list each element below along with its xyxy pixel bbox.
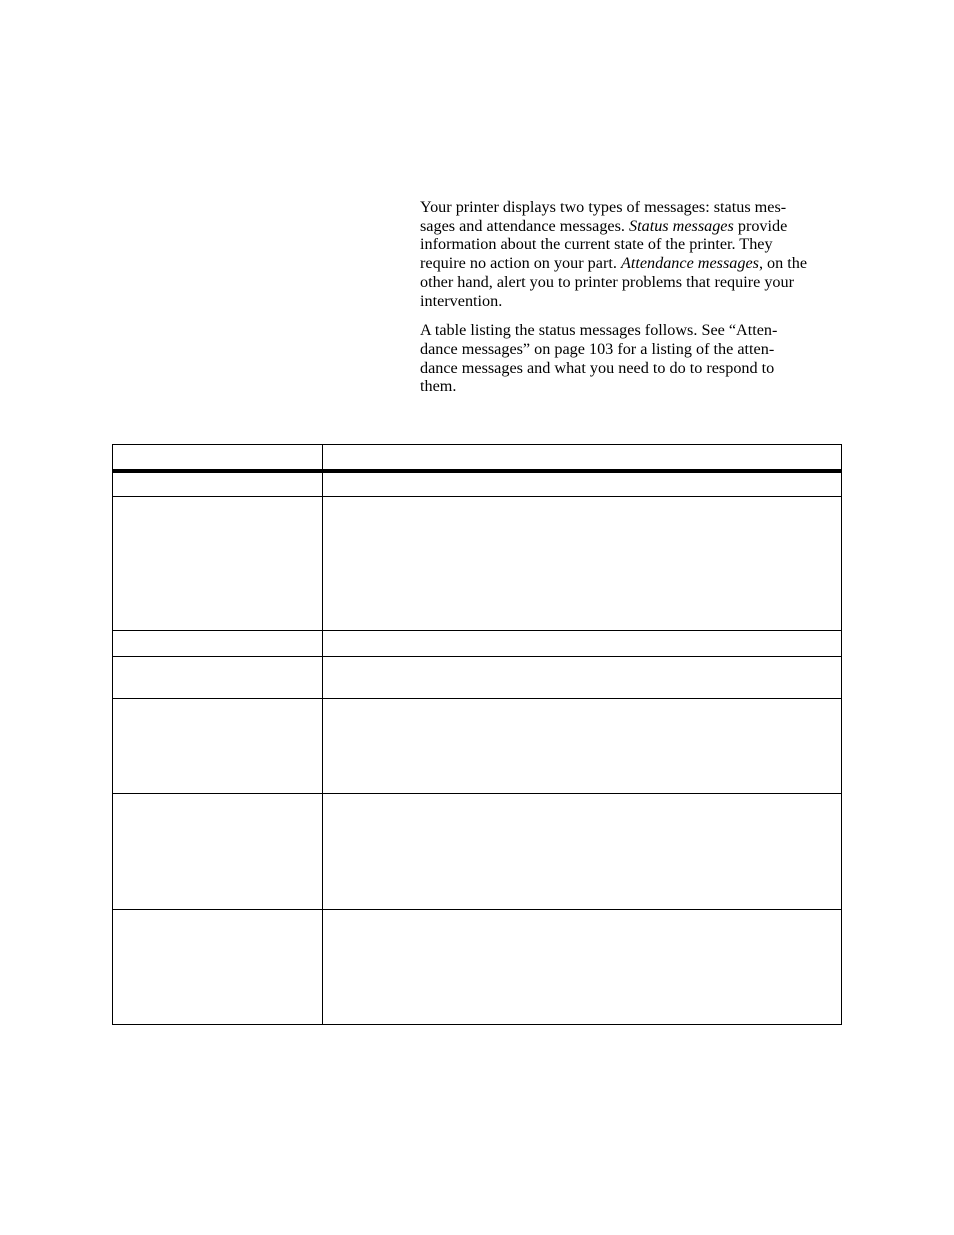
- message-cell: [113, 699, 323, 794]
- intro-p1-line-4-end: , on the: [758, 254, 808, 273]
- meaning-cell: [323, 471, 842, 497]
- intro-p1-line-6: intervention.: [420, 291, 503, 310]
- intro-p2-line-2: dance messages” on page 103 for a listing of the atten-: [420, 339, 775, 358]
- intro-p1-line-2-start: sages and attendance messages.: [420, 216, 630, 235]
- intro-p1-line-2-end: provide: [733, 216, 788, 235]
- intro-p1-line-5: other hand, alert you to printer problems that require your: [420, 272, 794, 291]
- intro-p2-line-4: them.: [420, 377, 457, 396]
- intro-p1-line-4-start: require no action on your part.: [420, 254, 621, 273]
- intro-p2-line-1: A table listing the status messages follows. See “Atten-: [420, 321, 778, 340]
- table-row: [113, 794, 842, 910]
- intro-text: [420, 198, 840, 407]
- header-cell-meaning: [323, 445, 842, 471]
- message-cell: [113, 497, 323, 631]
- meaning-cell: [323, 794, 842, 910]
- intro-p2-line-3: dance messages and what you need to do to respond to: [420, 358, 775, 377]
- message-cell: [113, 631, 323, 657]
- message-cell: [113, 910, 323, 1025]
- header-cell-message: [113, 445, 323, 471]
- message-cell: [113, 657, 323, 699]
- table-row: [113, 699, 842, 794]
- meaning-cell: [323, 657, 842, 699]
- meaning-cell: [323, 631, 842, 657]
- intro-p1-line-2: [420, 217, 840, 236]
- table-row: [113, 471, 842, 497]
- message-cell: [113, 471, 323, 497]
- attendance-messages-term: Attendance messages: [620, 254, 759, 273]
- status-messages-term: Status messages: [629, 216, 734, 235]
- table-row: [113, 657, 842, 699]
- message-cell: [113, 794, 323, 910]
- meaning-cell: [323, 497, 842, 631]
- intro-paragraph-2: [420, 321, 840, 396]
- status-messages-table: [112, 444, 842, 1025]
- table-row: [113, 631, 842, 657]
- table-header-row: [113, 445, 842, 471]
- meaning-cell: [323, 699, 842, 794]
- intro-paragraph-1: [420, 198, 840, 310]
- intro-p1-line-3: information about the current state of the printer. They: [420, 235, 773, 254]
- intro-p1-line-1: Your printer displays two types of messages: status mes-: [420, 198, 787, 216]
- table-row: [113, 910, 842, 1025]
- table-row: [113, 497, 842, 631]
- meaning-cell: [323, 910, 842, 1025]
- intro-p1-line-4: [420, 254, 840, 273]
